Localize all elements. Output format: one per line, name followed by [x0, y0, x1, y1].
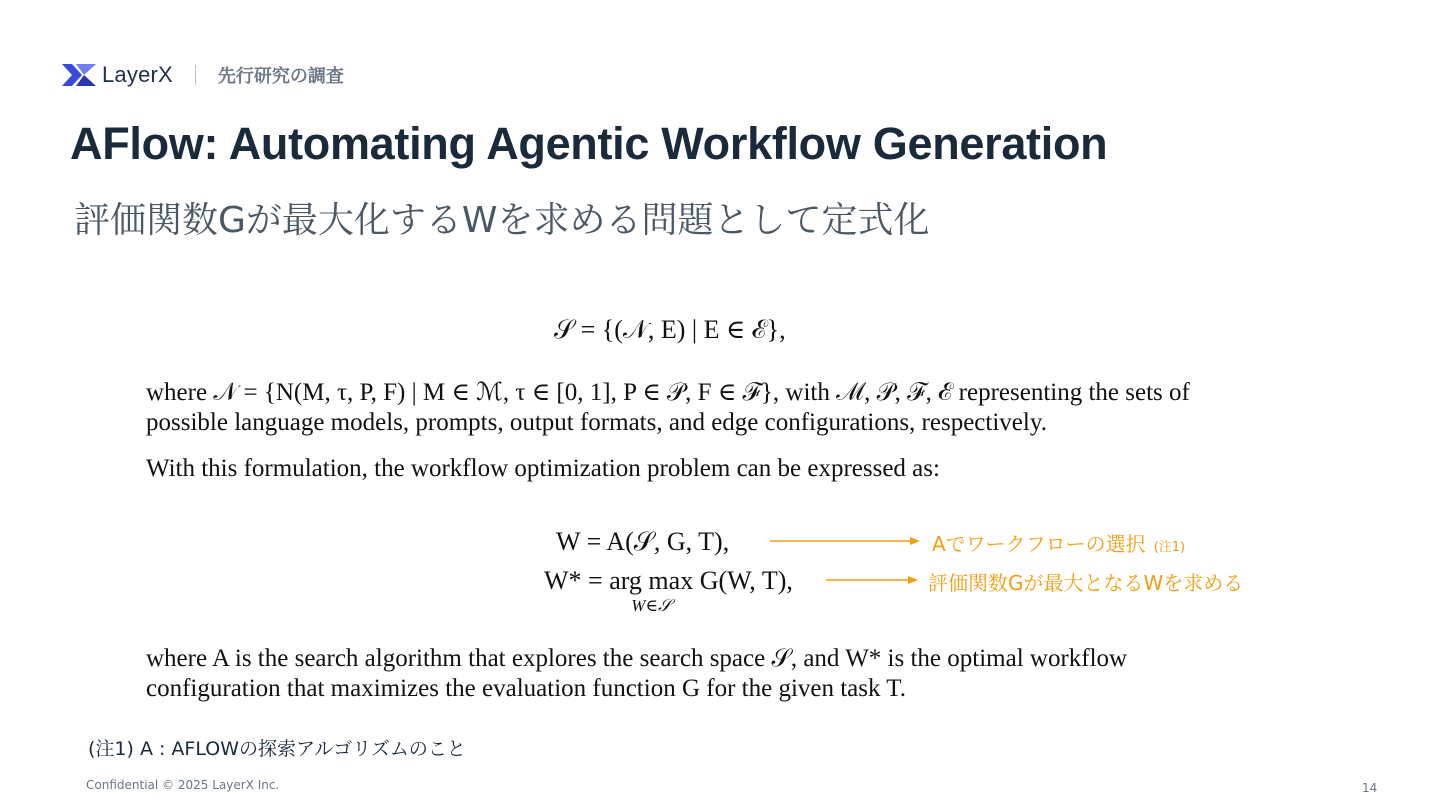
annotation-note-ref: (注1) — [1153, 540, 1186, 555]
paragraph-formulation: With this formulation, the workflow optimization problem can be expressed as: — [146, 455, 940, 482]
slide-subtitle: 評価関数Gが最大化するWを求める問題として定式化 — [74, 200, 930, 241]
arrowhead-2 — [908, 576, 918, 584]
slide-title: AFlow: Automating Agentic Workflow Generation — [70, 118, 1108, 169]
confidential-footer: Confidential © 2025 LayerX Inc. — [86, 778, 280, 792]
argmax-text: arg max — [609, 566, 694, 595]
equation-search-space: 𝒮 = {(𝒩, E) | E ∈ ℰ}, — [554, 315, 786, 344]
page-number: 14 — [1362, 781, 1378, 795]
arrowhead-1 — [910, 537, 920, 545]
footnote: (注1) A : AFLOWの探索アルゴリズムのこと — [88, 738, 466, 760]
paragraph-node-definition: where 𝒩 = {N(M, τ, P, F) | M ∈ ℳ, τ ∈ [0, 1], P ∈ 𝒫, F ∈ ℱ}, with ℳ, 𝒫, ℱ, ℰ representing the sets of possible language models, prompts, output formats, and edge configurations, respectively. — [146, 379, 1190, 436]
annotation-argmax: 評価関数Gが最大となるWを求める — [928, 571, 1244, 595]
argmax-subscript: W∈𝒮 — [631, 596, 672, 615]
eq3-lhs: W* = — [544, 566, 610, 595]
section-label: 先行研究の調査 — [217, 66, 344, 87]
logo-text: LayerX — [102, 62, 173, 87]
annotation-algorithm-text: Aでワークフローの選択 — [932, 532, 1146, 556]
paragraph-explanation: where A is the search algorithm that explores the search space 𝒮, and W* is the optimal workflow configuration that maximizes the evaluation function G for the given task T. — [146, 645, 1128, 702]
annotation-algorithm — [932, 528, 1185, 557]
eq3-rhs: G(W, T), — [693, 566, 793, 595]
equation-workflow: W = A(𝒮, G, T), — [556, 527, 730, 556]
